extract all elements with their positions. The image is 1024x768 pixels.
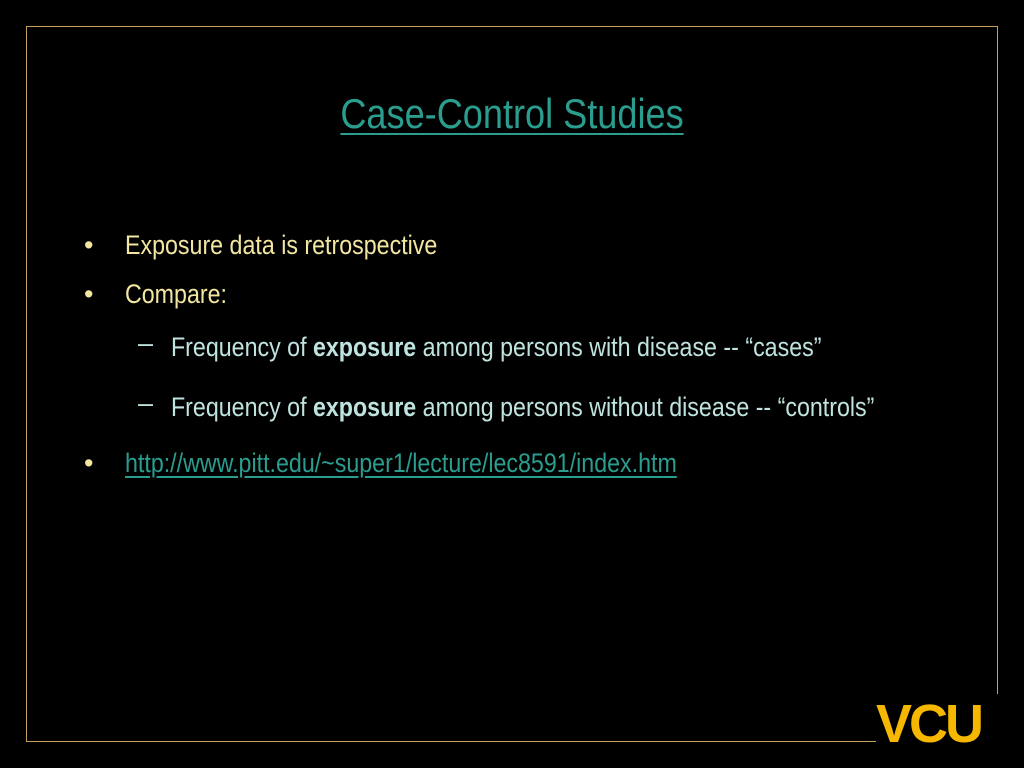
bullet-list [84,228,944,495]
bullet-text: Exposure data is retrospective [125,230,438,260]
sub-bullet-bold: exposure [312,332,417,362]
bullet-marker: • [84,448,94,478]
bullet-text: Compare: [125,279,227,309]
bullet-item [84,277,944,311]
sub-bullet-bold: exposure [312,392,417,422]
bullet-item [84,228,944,262]
vcu-logo-text: VCU [876,694,982,754]
bullet-item [84,446,944,480]
sub-bullet-suffix: among persons with disease -- “cases” [416,332,822,362]
bullet-marker: • [84,230,94,260]
slide-title: Case-Control Studies [340,90,684,137]
sub-bullet-marker: – [138,388,154,418]
sub-bullet-text [171,386,876,428]
sub-bullet-item [138,386,944,428]
sub-bullet-prefix: Frequency of [171,332,313,362]
sub-bullet-suffix: among persons without disease -- “controls” [416,392,875,422]
sub-bullet-text [171,326,876,368]
bullet-marker: • [84,279,94,309]
sub-bullet-prefix: Frequency of [171,392,313,422]
lecture-link[interactable]: http://www.pitt.edu/~super1/lecture/lec8591/index.htm [125,448,677,478]
vcu-logo [876,694,1006,754]
sub-bullet-marker: – [138,328,154,358]
sub-bullet-item [138,326,944,368]
